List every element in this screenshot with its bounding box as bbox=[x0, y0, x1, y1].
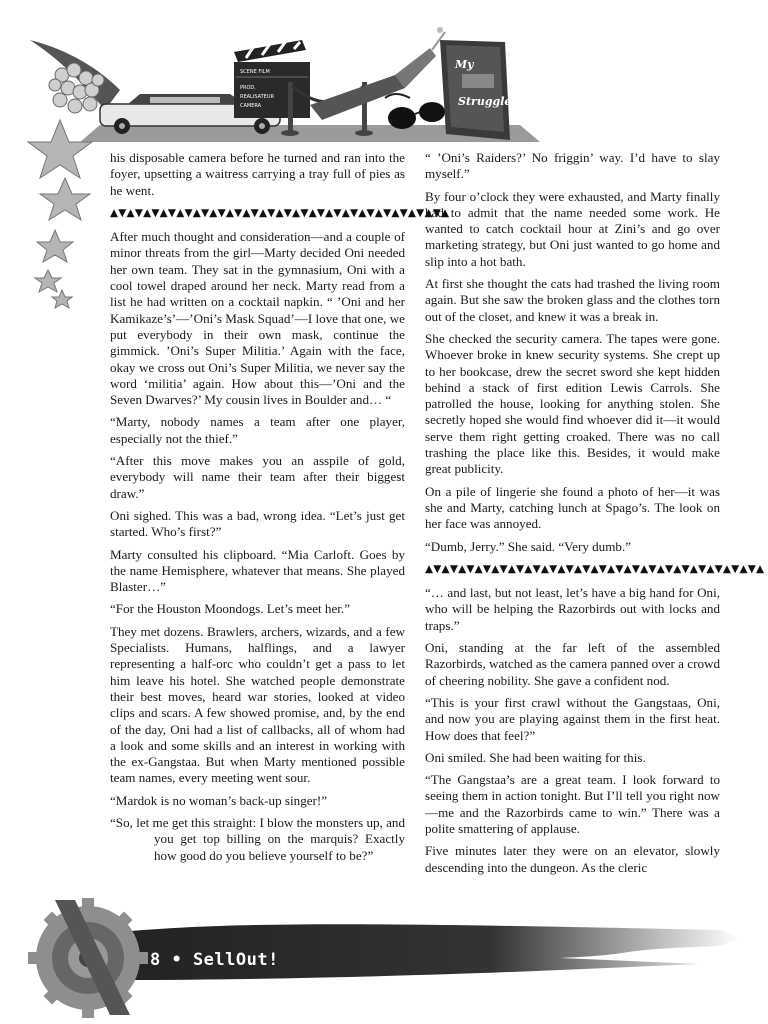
section-divider: ▲▼▲▼▲▼▲▼▲▼▲▼▲▼▲▼▲▼▲▼▲▼▲▼▲▼▲▼▲▼▲▼▲▼▲▼▲▼▲▼▲ bbox=[110, 206, 450, 219]
paragraph: After much thought and consideration—and a couple of minor threats from the girl—Marty decided Oni needed her own team. They sat in the gymnasium, Oni with a cool towel draped around her neck. Marty read from a list he had written on a cocktail napkin. “ ’Oni and her Kamikaze’s’—’Oni’s Mask Squad’—I love that one, we put everybody in their own mask, continue the gimmick. ’Oni’s Super Militia.’ Again with the face, okay we cross out Oni’s Super Militia, we never say the word ‘militia’ again. How about this—’Oni and the Seven Dwarves?’ My cousin lives in Boulder and… “ bbox=[110, 229, 405, 408]
svg-text:REALISATEUR: REALISATEUR bbox=[240, 94, 274, 100]
star-icon bbox=[28, 120, 92, 308]
right-text-column bbox=[425, 150, 765, 882]
svg-text:PROD.: PROD. bbox=[240, 85, 256, 91]
paragraph: At first she thought the cats had trashed the living room again. But she saw the broken glass and the clothes torn out of the closet, and knew it was a break in. bbox=[425, 276, 720, 324]
paragraph: Five minutes later they were on an elevator, slowly descending into the dungeon. As the cleric bbox=[425, 843, 720, 875]
paragraph: “For the Houston Moondogs. Let’s meet her.” bbox=[110, 601, 351, 617]
paragraph: “Marty, nobody names a team after one player, especially not the thief.” bbox=[110, 414, 405, 446]
sunglasses-icon bbox=[385, 94, 445, 129]
svg-text:CAMERA: CAMERA bbox=[240, 103, 262, 109]
paragraph: Oni sighed. This was a bad, wrong idea. “Let’s just get started. Who’s first?” bbox=[110, 507, 405, 540]
footer-decoration bbox=[0, 880, 768, 1024]
paragraph: “After this move makes you an asspile of gold, everybody will name their team after their biggest draw.” bbox=[110, 453, 405, 501]
book-icon bbox=[440, 40, 511, 140]
stars-decoration bbox=[20, 120, 110, 320]
svg-text:My: My bbox=[455, 58, 474, 71]
page-folio: 8 • SellOut! bbox=[150, 950, 279, 970]
paragraph: By four o’clock they were exhausted, and Marty finally had to admit that the name needed some work. He wanted to catch cocktail hour at Zini’s and go over marketing strategy, but Oni just wanted to go home and slip into a hot bath. bbox=[425, 188, 720, 269]
paragraph: “The Gangstaa’s are a great team. I look forward to seeing them in action tonight. But I’ll tell you right now—me and the Razorbirds came to win.” There was a polite smattering of applause. bbox=[425, 772, 720, 836]
svg-text:SCENE FILM: SCENE FILM bbox=[240, 69, 270, 75]
paragraph: his disposable camera before he turned and ran into the foyer, upsetting a waitress carrying a tray full of pies as he went. bbox=[110, 150, 405, 198]
paragraph: Marty consulted his clipboard. “Mia Carloft. Goes by the name Hemisphere, whatever that means. She played Blaster…” bbox=[110, 546, 405, 595]
paragraph: Oni smiled. She had been waiting for this. bbox=[425, 749, 646, 765]
paragraph: “ ’Oni’s Raiders?’ No friggin’ way. I’d have to slay myself.” bbox=[425, 150, 720, 182]
paragraph: “… and last, but not least, let’s have a big hand for Oni, who will be helping the Razorbirds out with locks and traps.” bbox=[425, 585, 720, 633]
clapperboard-icon bbox=[234, 40, 310, 118]
section-divider: ▲▼▲▼▲▼▲▼▲▼▲▼▲▼▲▼▲▼▲▼▲▼▲▼▲▼▲▼▲▼▲▼▲▼▲▼▲▼▲▼▲ bbox=[425, 562, 765, 575]
paragraph: Oni, standing at the far left of the assembled Razorbirds, watched as the camera panned over a crowd of cheering nobility. She gave a confident nod. bbox=[425, 640, 720, 688]
paragraph: She checked the security camera. The tapes were gone. Whoever broke in knew security systems. She crept up to her bookcase, drew the secret sword she kept hidden behind a stack of first edition Lewis Carrols. She patrolled the house, looking for anything stolen. She secretly hoped she would find whoever did it—it would serve them right getting croaked. There was no call trashing the place like this. Besides, it would make great publicity. bbox=[425, 330, 720, 477]
gear-emblem-icon bbox=[28, 898, 148, 1018]
paragraph: On a pile of lingerie she found a photo of her—it was she and Marty, catching lunch at Spago’s. The look on her face was annoyed. bbox=[425, 483, 720, 532]
paragraph: “Dumb, Jerry.” She said. “Very dumb.” bbox=[425, 538, 632, 554]
paragraph: They met dozens. Brawlers, archers, wizards, and a few Specialists. Humans, halflings, and a lawyer representing a half-orc who couldn’t get a pass to let him leave his hotel. She watched people demonstrate their best moves, heard war stories, looked at video clips and scars. A few showed promise, and, by the end of the day, Oni had a list of callbacks, all of whom had a look and some skills and an interest in working with the ex-Gangstaa. But when Marty mentioned possible team names, every meeting went sour. bbox=[110, 623, 405, 786]
paragraph: “So, let me get this straight: I blow the monsters up, and you get top billing on the marquis? Exactly how good do you believe yourself to be?” bbox=[110, 814, 405, 863]
paragraph: “Mardok is no woman’s back-up singer!” bbox=[110, 792, 328, 808]
header-illustration bbox=[0, 0, 768, 150]
svg-text:Struggle: Struggle bbox=[458, 95, 512, 108]
left-text-column bbox=[110, 150, 450, 870]
paragraph: “This is your first crawl without the Gangstaas, Oni, and now you are playing against them in the first heat. How does that feel?” bbox=[425, 694, 720, 743]
